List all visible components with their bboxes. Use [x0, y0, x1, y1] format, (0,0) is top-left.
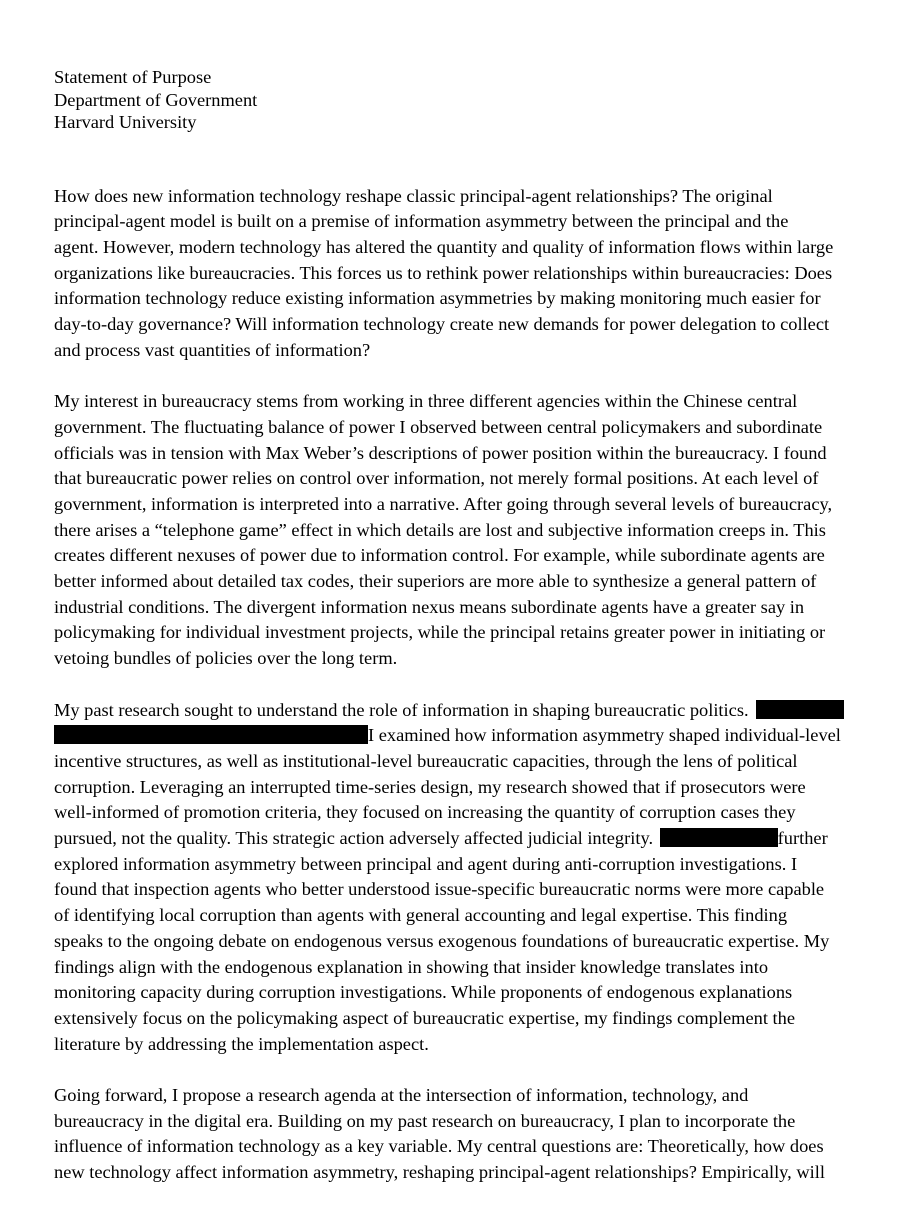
paragraph-line: found that inspection agents who better understood issue-specific bureaucratic norms were more capable	[54, 879, 825, 900]
paragraph-line: government, information is interpreted into a narrative. After going through several levels of bureaucracy,	[54, 493, 833, 514]
paragraph-line: industrial conditions. The divergent information nexus means subordinate agents have a greater say in	[54, 596, 805, 617]
document-header	[54, 66, 874, 134]
paragraph-line: officials was in tension with Max Weber’s descriptions of power position within the bureaucracy. I found	[54, 442, 827, 463]
paragraph-line: and process vast quantities of information?	[54, 339, 371, 360]
paragraph-line: How does new information technology reshape classic principal-agent relationships? The original	[54, 185, 773, 206]
redaction-bar	[660, 828, 778, 847]
paragraph-text: further	[777, 828, 828, 849]
paragraph-line	[54, 723, 874, 749]
paragraph-line: incentive structures, as well as institutional-level bureaucratic capacities, through the lens of political	[54, 750, 798, 771]
paragraph-text: pursued, not the quality. This strategic action adversely affected judicial integrity.	[54, 828, 654, 849]
paragraph-text: I examined how information asymmetry shaped individual-level	[368, 725, 841, 746]
paragraph-line: corruption. Leveraging an interrupted time-series design, my research showed that if prosecutors were	[54, 776, 806, 797]
paragraph-line	[54, 698, 874, 724]
paragraph-line: principal-agent model is built on a premise of information asymmetry between the principal and the	[54, 211, 789, 232]
paragraph-line: creates different nexuses of power due to information control. For example, while subordinate agents are	[54, 545, 825, 566]
paragraph-line: My interest in bureaucracy stems from working in three different agencies within the Chinese central	[54, 391, 798, 412]
paragraph-line: vetoing bundles of policies over the long term.	[54, 648, 398, 669]
paragraph-line: literature by addressing the implementation aspect.	[54, 1033, 429, 1054]
paragraph-line: of identifying local corruption than agents with general accounting and legal expertise. This finding	[54, 905, 788, 926]
header-university: Harvard University	[54, 112, 197, 132]
paragraph-2	[54, 389, 874, 672]
paragraph-line: extensively focus on the policymaking aspect of bureaucratic expertise, my findings complement the	[54, 1007, 796, 1028]
paragraph-line: influence of information technology as a key variable. My central questions are: Theoretically, how does	[54, 1136, 824, 1157]
paragraph-line: that bureaucratic power relies on control over information, not merely formal positions. At each level of	[54, 468, 819, 489]
paragraph-line: there arises a “telephone game” effect in which details are lost and subjective information creeps in. This	[54, 519, 826, 540]
paragraph-3	[54, 698, 874, 1058]
paragraph-text: My past research sought to understand the role of information in shaping bureaucratic politics.	[54, 699, 749, 720]
redaction-bar	[756, 700, 844, 719]
paragraph-line	[54, 826, 874, 852]
paragraph-line: government. The fluctuating balance of power I observed between central policymakers and subordinate	[54, 416, 823, 437]
paragraph-line: monitoring capacity during corruption investigations. While proponents of endogenous explanations	[54, 982, 793, 1003]
header-department: Department of Government	[54, 89, 258, 110]
paragraph-line: organizations like bureaucracies. This forces us to rethink power relationships within bureaucracies: Does	[54, 262, 833, 283]
paragraph-4	[54, 1083, 874, 1186]
paragraph-line: better informed about detailed tax codes, their superiors are more able to synthesize a general pattern of	[54, 571, 817, 592]
paragraph-line: new technology affect information asymmetry, reshaping principal-agent relationships? Empirically, will	[54, 1162, 825, 1183]
paragraph-line: day-to-day governance? Will information technology create new demands for power delegation to collect	[54, 314, 830, 335]
document-page	[54, 66, 874, 1212]
paragraph-line: speaks to the ongoing debate on endogenous versus exogenous foundations of bureaucratic expertise. My	[54, 930, 830, 951]
paragraph-1	[54, 184, 874, 364]
paragraph-line: policymaking for individual investment projects, while the principal retains greater power in initiating or	[54, 622, 826, 643]
paragraph-line: findings align with the endogenous explanation in showing that insider knowledge translates into	[54, 956, 769, 977]
paragraph-line: information technology reduce existing information asymmetries by making monitoring much easier for	[54, 288, 821, 309]
paragraph-line: explored information asymmetry between principal and agent during anti-corruption investigations. I	[54, 853, 798, 874]
header-title: Statement of Purpose	[54, 67, 212, 87]
paragraph-line: well-informed of promotion criteria, they focused on increasing the quantity of corruption cases they	[54, 802, 796, 823]
paragraph-line: Going forward, I propose a research agenda at the intersection of information, technology, and	[54, 1085, 749, 1106]
paragraph-line: bureaucracy in the digital era. Building on my past research on bureaucracy, I plan to incorporate the	[54, 1110, 796, 1131]
redaction-bar	[54, 725, 368, 744]
paragraph-line: agent. However, modern technology has altered the quantity and quality of information flows within large	[54, 236, 834, 257]
